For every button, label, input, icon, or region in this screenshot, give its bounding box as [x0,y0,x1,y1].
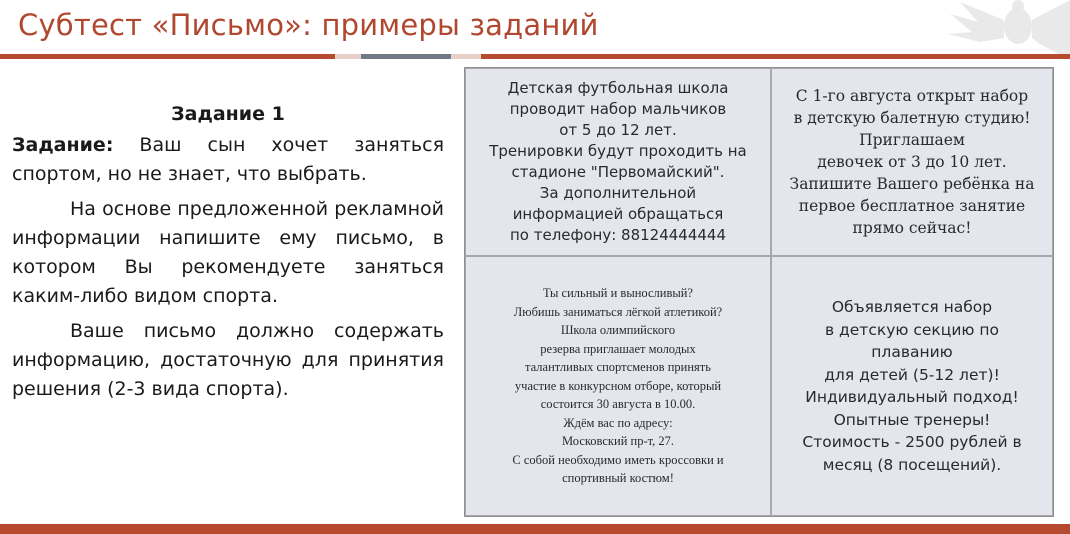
ad-swimming [771,256,1053,516]
task-requirements-paragraph: Ваше письмо должно содержать информацию, достаточную для принятия решения (2-3 вида спорта). [12,320,444,400]
task-heading: Задание 1 [171,103,285,125]
slide-title: Субтест «Письмо»: примеры заданий [18,8,599,42]
task-label: Задание: [12,134,114,156]
ad-athletics [465,256,771,516]
advertisements-grid [464,67,1054,517]
ad-football [465,68,771,256]
ad-ballet-text: С 1-го августа открыт набор в детскую балетную студию! Приглашаем девочек от 3 до 10 лет. Запишите Вашего ребёнка на первое бесплатное занятие прямо сейчас! [789,87,1035,237]
ad-athletics-text: Ты сильный и выносливый? Любишь заниматься лёгкой атлетикой? Школа олимпийского резерва приглашает молодых талантливых спортсменов принять участие в конкурсном отборе, который состоится 30 августа в 10.00. Ждём вас по адресу: Московский пр-т, 27. С собой необходимо иметь кроссовки и спортивный костюм! [512,286,724,486]
task-description [12,100,444,404]
task-instructions-paragraph: На основе предложенной рекламной информации напишите ему письмо, в котором Вы рекомендуете заняться каким-либо видом спорта. [12,198,444,307]
header-divider [0,54,1070,59]
ad-swimming-text: Объявляется набор в детскую секцию по плаванию для детей (5-12 лет)! Индивидуальный подход! Опытные тренеры! Стоимость - 2500 рублей в месяц (8 посещений). [802,298,1022,474]
task-intro-text: Ваш сын хочет заняться спортом, но не знает, что выбрать. [12,134,444,185]
ad-ballet [771,68,1053,256]
eagle-emblem-icon [920,0,1070,60]
footer-bar [0,524,1070,534]
task-intro-paragraph [12,131,444,189]
ad-football-text: Детская футбольная школа проводит набор мальчиков от 5 до 12 лет. Тренировки будут проходить на стадионе "Первомайский". За дополнительной информацией обращаться по телефону: 88124444444 [489,79,747,244]
